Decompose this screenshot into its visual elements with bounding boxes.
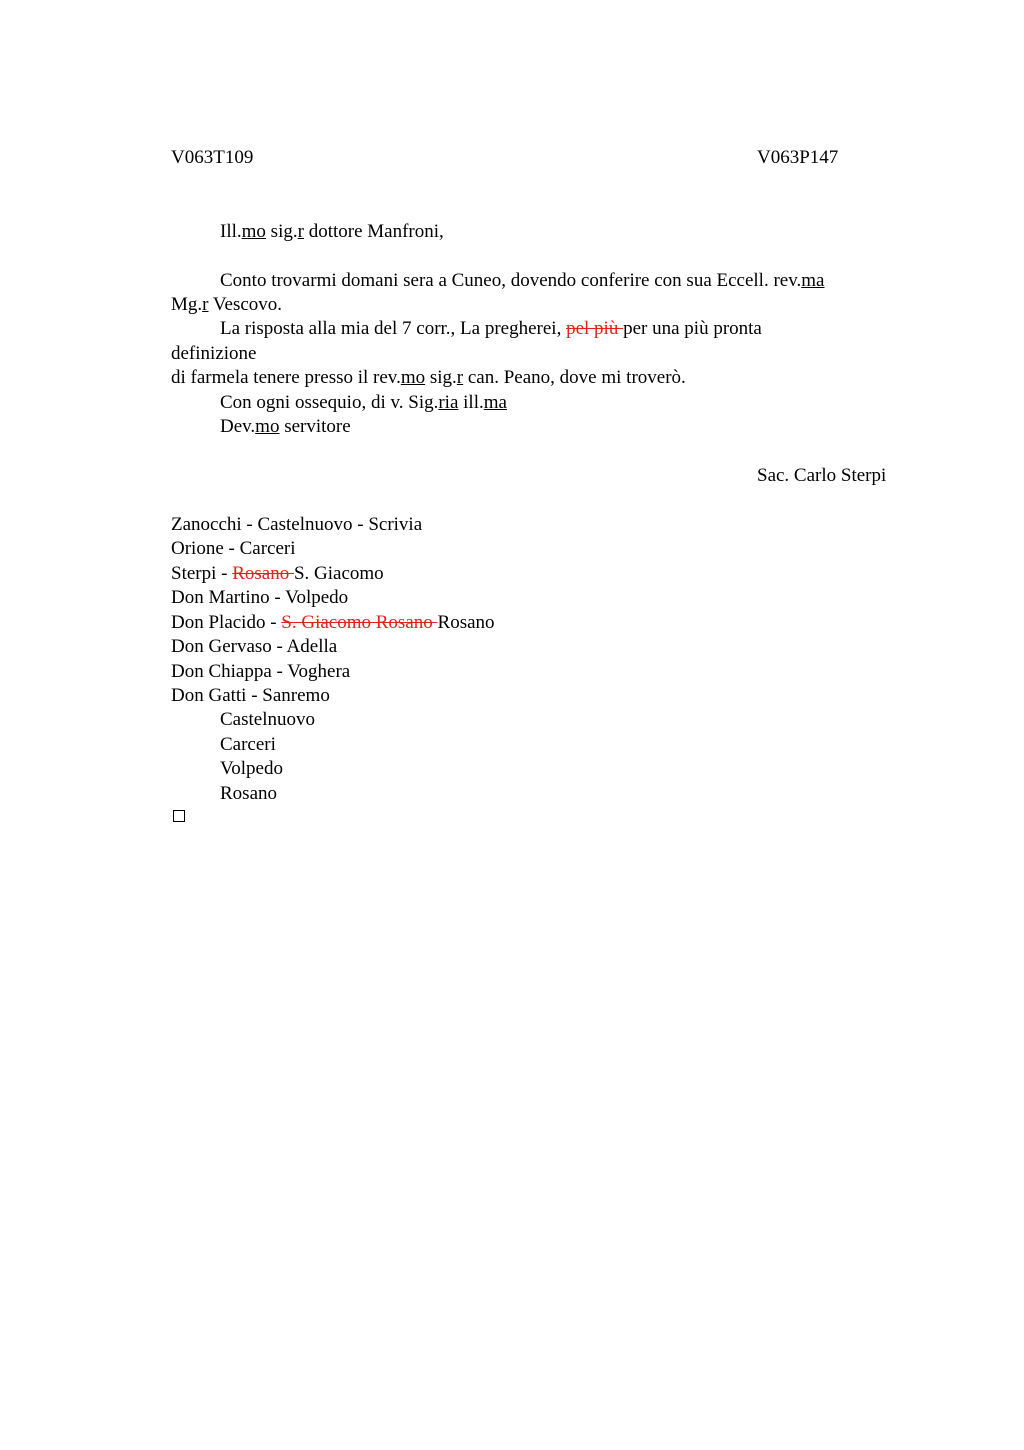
abbrev-superscript: r — [456, 367, 464, 388]
list-item: Zanocchi - Castelnuovo - Scrivia — [171, 514, 423, 535]
abbrev-superscript: r — [202, 294, 209, 315]
paragraph-2-line-2: definizione — [171, 343, 257, 364]
indented-list-item: Castelnuovo — [220, 709, 315, 730]
paragraph-2-line-1: La risposta alla mia del 7 corr., La pregherei, pel più per una più pronta — [220, 318, 762, 339]
list-item: Don Martino - Volpedo — [171, 587, 349, 608]
document-code-left: V063T109 — [171, 147, 254, 168]
abbrev-superscript: mo — [255, 416, 280, 437]
paragraph-1-line-2: Mg.r Vescovo. — [171, 294, 283, 315]
paragraph-1-line-1: Conto trovarmi domani sera a Cuneo, dovendo conferire con sua Eccell. rev.ma — [220, 270, 825, 291]
document-code-right: V063P147 — [757, 147, 839, 168]
list-item: Don Gatti - Sanremo — [171, 685, 330, 706]
abbrev-superscript: ma — [801, 270, 825, 291]
abbrev-superscript: ria — [438, 392, 459, 413]
list-item: Don Gervaso - Adella — [171, 636, 338, 657]
abbrev-superscript: ma — [483, 392, 507, 413]
abbrev-superscript: r — [297, 221, 304, 242]
indented-list-item: Volpedo — [220, 758, 283, 779]
list-item: Don Chiappa - Voghera — [171, 661, 351, 682]
signature: Sac. Carlo Sterpi — [757, 465, 887, 486]
abbrev-superscript: mo — [400, 367, 426, 388]
empty-square-icon — [173, 810, 185, 822]
salutation: Ill.mo sig.r dottore Manfroni, — [220, 221, 444, 242]
list-item: Orione - Carceri — [171, 538, 296, 559]
closing-line-2: Dev.mo servitore — [220, 416, 351, 437]
indented-list-item: Rosano — [220, 783, 277, 804]
indented-list-item: Carceri — [220, 734, 276, 755]
list-item: Sterpi - Rosano S. Giacomo — [171, 563, 384, 584]
deleted-text: Rosano — [232, 563, 294, 584]
closing-line-1: Con ogni ossequio, di v. Sig.ria ill.ma — [220, 392, 507, 413]
paragraph-2-line-3: di farmela tenere presso il rev.mo sig.r can. Peano, dove mi troverò. — [171, 367, 686, 388]
list-item: Don Placido - S. Giacomo Rosano Rosano — [171, 612, 495, 633]
deleted-text: pel più — [566, 318, 624, 339]
abbrev-superscript: mo — [241, 221, 266, 242]
deleted-text: S. Giacomo Rosano — [281, 612, 438, 633]
